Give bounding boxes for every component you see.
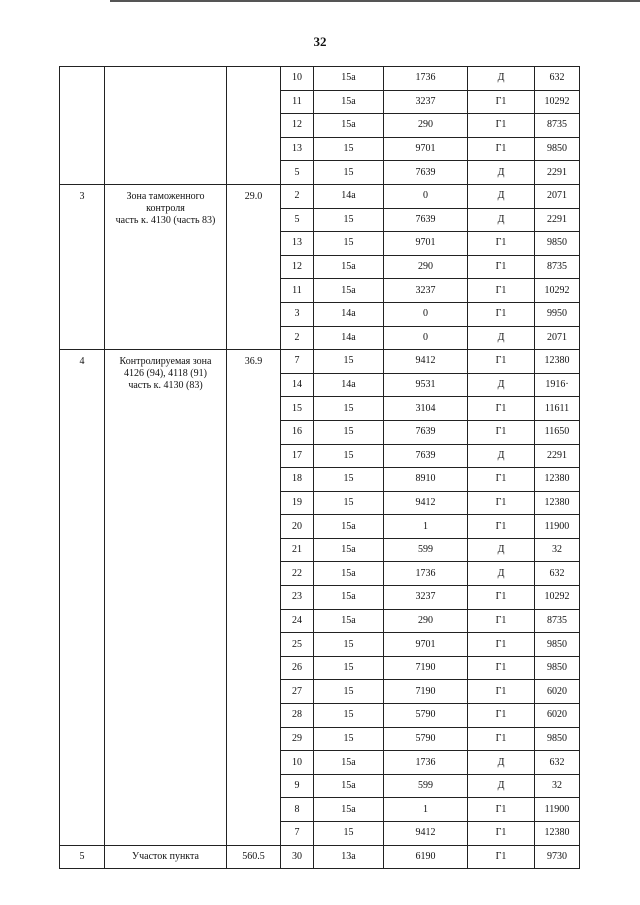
code-cell: 5790	[384, 704, 468, 728]
value-cell: 9850	[535, 137, 580, 161]
row-index-cell: 20	[281, 515, 314, 539]
type-cell: 15	[314, 680, 384, 704]
area-cell: 36.9	[227, 350, 281, 845]
type-cell: 15	[314, 137, 384, 161]
category-cell: Г1	[468, 232, 535, 256]
value-cell: 1916·	[535, 373, 580, 397]
category-cell: Д	[468, 373, 535, 397]
category-cell: Д	[468, 326, 535, 350]
type-cell: 15	[314, 468, 384, 492]
type-cell: 15а	[314, 67, 384, 91]
value-cell: 2071	[535, 184, 580, 208]
category-cell: Г1	[468, 822, 535, 846]
value-cell: 632	[535, 751, 580, 775]
category-cell: Г1	[468, 656, 535, 680]
row-index-cell: 25	[281, 633, 314, 657]
type-cell: 15	[314, 161, 384, 185]
value-cell: 2291	[535, 208, 580, 232]
value-cell: 12380	[535, 468, 580, 492]
code-cell: 3104	[384, 397, 468, 421]
type-cell: 15а	[314, 255, 384, 279]
row-index-cell: 11	[281, 90, 314, 114]
type-cell: 14а	[314, 373, 384, 397]
type-cell: 15	[314, 822, 384, 846]
code-cell: 9701	[384, 137, 468, 161]
type-cell: 15а	[314, 515, 384, 539]
row-index-cell: 8	[281, 798, 314, 822]
value-cell: 10292	[535, 586, 580, 610]
type-cell: 15а	[314, 751, 384, 775]
top-rule	[110, 0, 640, 2]
row-index-cell: 21	[281, 538, 314, 562]
category-cell: Д	[468, 67, 535, 91]
code-cell: 0	[384, 302, 468, 326]
row-index-cell: 24	[281, 609, 314, 633]
code-cell: 5790	[384, 727, 468, 751]
area-cell: 29.0	[227, 184, 281, 349]
group-number-cell: 3	[60, 184, 105, 349]
code-cell: 599	[384, 774, 468, 798]
category-cell: Г1	[468, 633, 535, 657]
code-cell: 7190	[384, 656, 468, 680]
category-cell: Г1	[468, 468, 535, 492]
zone-name-line: часть к. 4130 (83)	[128, 380, 203, 392]
value-cell: 11611	[535, 397, 580, 421]
row-index-cell: 17	[281, 444, 314, 468]
row-index-cell: 10	[281, 751, 314, 775]
category-cell: Д	[468, 161, 535, 185]
row-index-cell: 14	[281, 373, 314, 397]
type-cell: 15а	[314, 609, 384, 633]
table-row	[60, 845, 580, 869]
zone-name-cell	[105, 845, 227, 869]
value-cell: 6020	[535, 680, 580, 704]
zone-name-cell	[105, 350, 227, 845]
table-row	[60, 350, 580, 374]
code-cell: 7639	[384, 420, 468, 444]
type-cell: 15	[314, 491, 384, 515]
zone-name-line: Зона таможенного	[126, 190, 205, 202]
row-index-cell: 7	[281, 822, 314, 846]
code-cell: 8910	[384, 468, 468, 492]
code-cell: 6190	[384, 845, 468, 869]
type-cell: 15а	[314, 798, 384, 822]
category-cell: Г1	[468, 680, 535, 704]
code-cell: 9701	[384, 633, 468, 657]
code-cell: 3237	[384, 279, 468, 303]
value-cell: 9950	[535, 302, 580, 326]
value-cell: 32	[535, 774, 580, 798]
value-cell: 11900	[535, 515, 580, 539]
row-index-cell: 9	[281, 774, 314, 798]
value-cell: 9850	[535, 633, 580, 657]
row-index-cell: 5	[281, 161, 314, 185]
code-cell: 9531	[384, 373, 468, 397]
category-cell: Г1	[468, 515, 535, 539]
code-cell: 3237	[384, 586, 468, 610]
type-cell: 15а	[314, 586, 384, 610]
category-cell: Г1	[468, 302, 535, 326]
page-number: 32	[313, 34, 327, 49]
type-cell: 15	[314, 397, 384, 421]
category-cell: Г1	[468, 845, 535, 869]
type-cell: 15а	[314, 279, 384, 303]
category-cell: Г1	[468, 704, 535, 728]
value-cell: 12380	[535, 822, 580, 846]
category-cell: Д	[468, 774, 535, 798]
type-cell: 15	[314, 232, 384, 256]
value-cell: 2291	[535, 161, 580, 185]
row-index-cell: 18	[281, 468, 314, 492]
value-cell: 12380	[535, 491, 580, 515]
value-cell: 9850	[535, 727, 580, 751]
row-index-cell: 16	[281, 420, 314, 444]
category-cell: Г1	[468, 90, 535, 114]
code-cell: 7639	[384, 208, 468, 232]
type-cell: 15	[314, 444, 384, 468]
row-index-cell: 22	[281, 562, 314, 586]
row-index-cell: 23	[281, 586, 314, 610]
zone-name-line: часть к. 4130 (часть 83)	[115, 214, 216, 226]
table-row	[60, 184, 580, 208]
category-cell: Г1	[468, 798, 535, 822]
category-cell: Г1	[468, 255, 535, 279]
code-cell: 7190	[384, 680, 468, 704]
type-cell: 15а	[314, 562, 384, 586]
category-cell: Г1	[468, 350, 535, 374]
value-cell: 2291	[535, 444, 580, 468]
type-cell: 15	[314, 420, 384, 444]
row-index-cell: 12	[281, 114, 314, 138]
code-cell: 7639	[384, 161, 468, 185]
zone-name-cell	[105, 67, 227, 185]
code-cell: 290	[384, 609, 468, 633]
code-cell: 290	[384, 114, 468, 138]
type-cell: 15а	[314, 90, 384, 114]
category-cell: Д	[468, 538, 535, 562]
category-cell: Д	[468, 444, 535, 468]
code-cell: 599	[384, 538, 468, 562]
code-cell: 1	[384, 798, 468, 822]
area-cell	[227, 67, 281, 185]
zone-name-cell	[105, 184, 227, 349]
row-index-cell: 26	[281, 656, 314, 680]
row-index-cell: 3	[281, 302, 314, 326]
type-cell: 15	[314, 208, 384, 232]
category-cell: Г1	[468, 114, 535, 138]
row-index-cell: 11	[281, 279, 314, 303]
data-table	[59, 66, 580, 869]
code-cell: 9412	[384, 822, 468, 846]
row-index-cell: 10	[281, 67, 314, 91]
value-cell: 10292	[535, 279, 580, 303]
row-index-cell: 19	[281, 491, 314, 515]
zone-name-line: Контролируемая зона	[119, 356, 212, 368]
type-cell: 13а	[314, 845, 384, 869]
value-cell: 8735	[535, 609, 580, 633]
value-cell: 8735	[535, 114, 580, 138]
row-index-cell: 2	[281, 184, 314, 208]
row-index-cell: 29	[281, 727, 314, 751]
area-cell: 560.5	[227, 845, 281, 869]
row-index-cell: 2	[281, 326, 314, 350]
category-cell: Д	[468, 562, 535, 586]
type-cell: 14а	[314, 184, 384, 208]
category-cell: Г1	[468, 420, 535, 444]
row-index-cell: 30	[281, 845, 314, 869]
code-cell: 290	[384, 255, 468, 279]
row-index-cell: 7	[281, 350, 314, 374]
type-cell: 15а	[314, 114, 384, 138]
table-row	[60, 67, 580, 91]
code-cell: 3237	[384, 90, 468, 114]
code-cell: 7639	[384, 444, 468, 468]
category-cell: Г1	[468, 491, 535, 515]
type-cell: 15а	[314, 538, 384, 562]
category-cell: Д	[468, 751, 535, 775]
type-cell: 15	[314, 350, 384, 374]
type-cell: 15	[314, 704, 384, 728]
code-cell: 1736	[384, 751, 468, 775]
value-cell: 12380	[535, 350, 580, 374]
type-cell: 15а	[314, 774, 384, 798]
value-cell: 8735	[535, 255, 580, 279]
value-cell: 9730	[535, 845, 580, 869]
row-index-cell: 12	[281, 255, 314, 279]
value-cell: 632	[535, 562, 580, 586]
category-cell: Г1	[468, 586, 535, 610]
category-cell: Г1	[468, 609, 535, 633]
code-cell: 9412	[384, 350, 468, 374]
zone-name-line: 4126 (94), 4118 (91)	[124, 368, 207, 380]
category-cell: Д	[468, 208, 535, 232]
category-cell: Г1	[468, 137, 535, 161]
category-cell: Г1	[468, 727, 535, 751]
group-number-cell	[60, 67, 105, 185]
type-cell: 15	[314, 727, 384, 751]
value-cell: 9850	[535, 656, 580, 680]
code-cell: 0	[384, 184, 468, 208]
code-cell: 1	[384, 515, 468, 539]
value-cell: 11900	[535, 798, 580, 822]
value-cell: 32	[535, 538, 580, 562]
type-cell: 15	[314, 633, 384, 657]
zone-name-line: Участок пункта	[132, 850, 199, 862]
value-cell: 2071	[535, 326, 580, 350]
value-cell: 6020	[535, 704, 580, 728]
row-index-cell: 15	[281, 397, 314, 421]
code-cell: 0	[384, 326, 468, 350]
type-cell: 14а	[314, 302, 384, 326]
value-cell: 11650	[535, 420, 580, 444]
row-index-cell: 13	[281, 137, 314, 161]
value-cell: 10292	[535, 90, 580, 114]
value-cell: 632	[535, 67, 580, 91]
type-cell: 14а	[314, 326, 384, 350]
code-cell: 1736	[384, 67, 468, 91]
row-index-cell: 5	[281, 208, 314, 232]
group-number-cell: 4	[60, 350, 105, 845]
value-cell: 9850	[535, 232, 580, 256]
row-index-cell: 13	[281, 232, 314, 256]
group-number-cell: 5	[60, 845, 105, 869]
code-cell: 1736	[384, 562, 468, 586]
type-cell: 15	[314, 656, 384, 680]
category-cell: Г1	[468, 397, 535, 421]
category-cell: Г1	[468, 279, 535, 303]
row-index-cell: 27	[281, 680, 314, 704]
code-cell: 9412	[384, 491, 468, 515]
zone-name-line: контроля	[146, 202, 185, 214]
code-cell: 9701	[384, 232, 468, 256]
category-cell: Д	[468, 184, 535, 208]
row-index-cell: 28	[281, 704, 314, 728]
